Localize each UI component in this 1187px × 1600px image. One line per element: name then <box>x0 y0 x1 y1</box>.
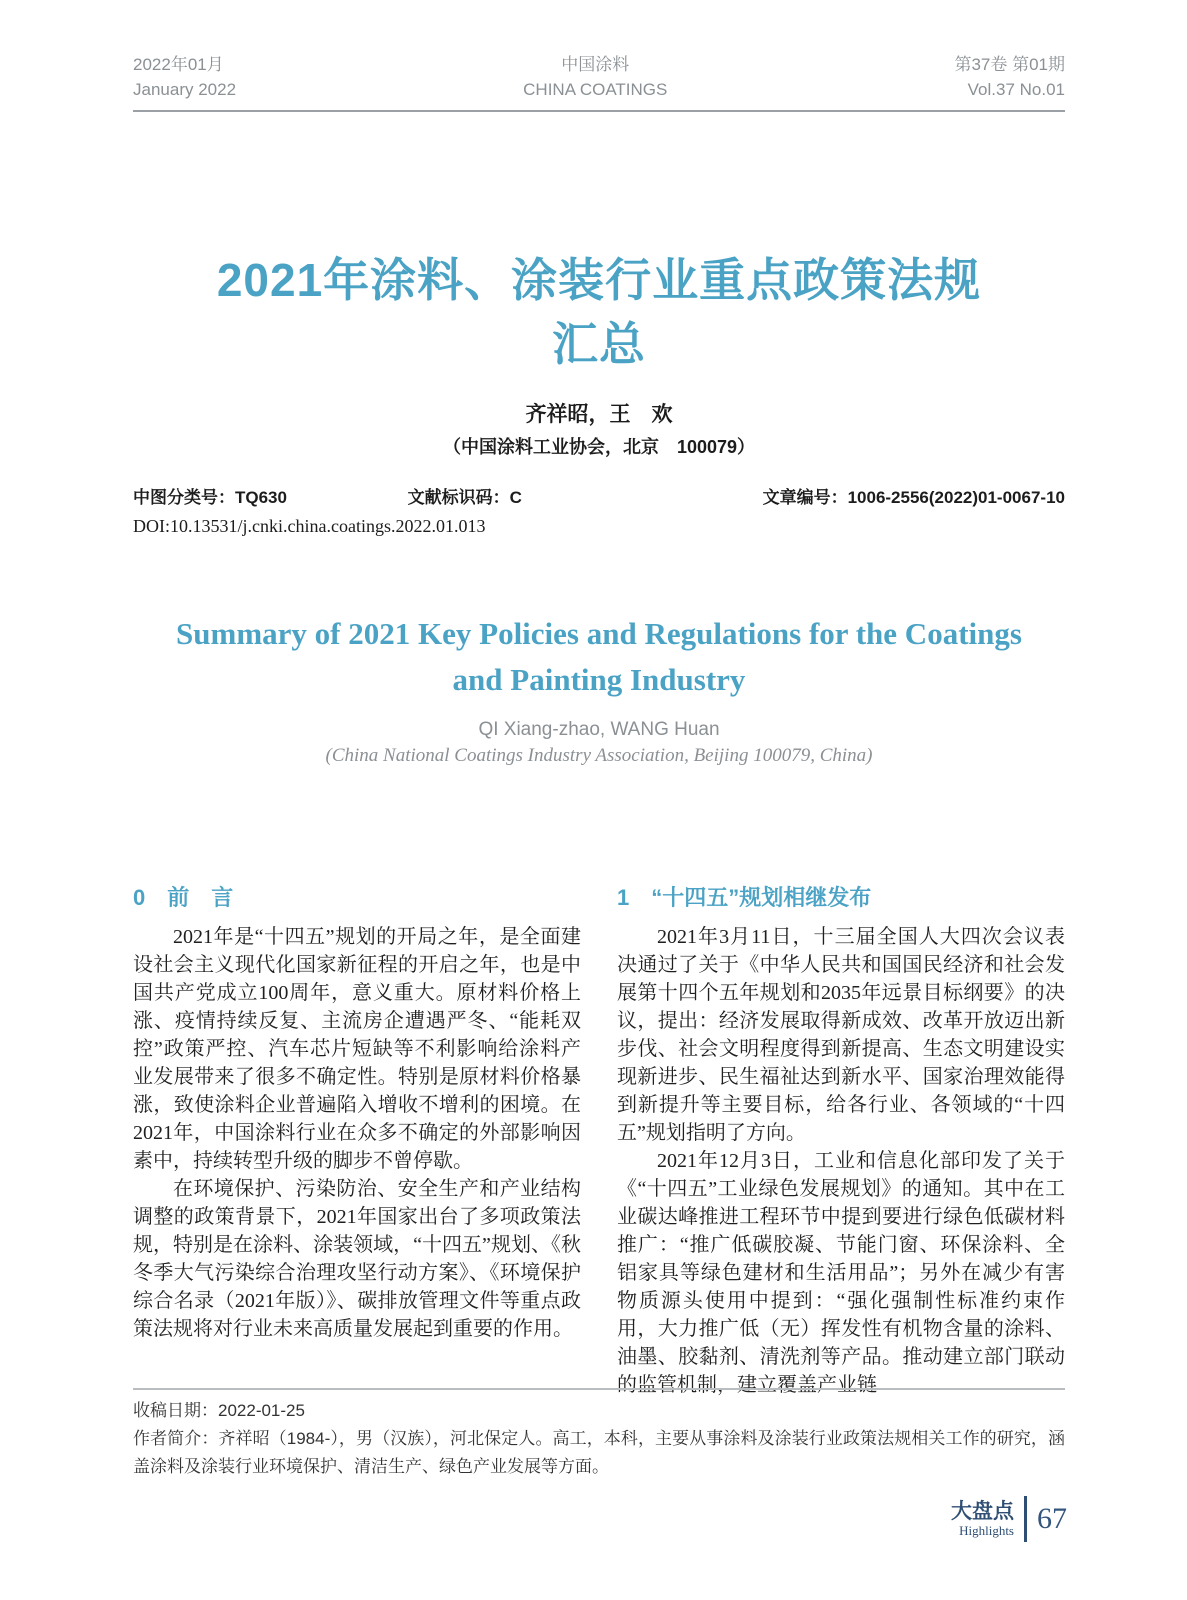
header-journal-name <box>523 52 667 102</box>
header-journal-zh: 中国涂料 <box>561 55 630 74</box>
header-journal-en: CHINA COATINGS <box>523 80 668 99</box>
author-bio: 作者简介：齐祥昭（1984-），男（汉族），河北保定人。高工，本科，主要从事涂料及涂装行业政策法规相关工作的研究，涵盖涂料及涂装行业环境保护、清洁生产、绿色产业发展等方面。 <box>133 1429 1065 1476</box>
page-number: 67 <box>1037 1502 1067 1535</box>
section-0-paragraph-1: 2021年是“十四五”规划的开局之年，是全面建设社会主义现代化国家新征程的开启之年，也是中国共产党成立100周年，意义重大。原材料价格上涨、疫情持续反复、主流房企遭遇严冬、“能耗双控”政策严控、汽车芯片短缺等不利影响给涂料产业发展带来了很多不确定性。特别是原材料价格暴涨，致使涂料企业普遍陷入增收不增利的困境。在2021年，中国涂料行业在众多不确定的外部影响因素中，持续转型升级的脚步不曾停歇。 <box>133 926 581 1172</box>
section-1-paragraph-1: 2021年3月11日，十三届全国人大四次会议表决通过了关于《中华人民共和国国民经济和社会发展第十四个五年规划和2035年远景目标纲要》的决议，提出：经济发展取得新成效、改革开放迈出新步伐、社会文明程度得到新提高、生态文明建设实现新进步、民生福祉达到新水平、国家治理效能得到新提升等主要目标，给各行业、各领域的“十四五”规划指明了方向。 <box>617 926 1065 1144</box>
meta-clc-number: 中图分类号：TQ630 <box>133 488 287 507</box>
affiliation-en: (China National Coatings Industry Association, Beijing 100079, China) <box>325 745 873 766</box>
section-1-heading: 1 “十四五”规划相继发布 <box>617 885 872 910</box>
doi: DOI:10.13531/j.cnki.china.coatings.2022.01.013 <box>133 516 486 536</box>
article-title-zh-line1: 2021年涂料、涂装行业重点政策法规 <box>216 254 982 306</box>
section-1-paragraph-2: 2021年12月3日，工业和信息化部印发了关于《“十四五”工业绿色发展规划》的通知。其中在工业碳达峰推进工程环节中提到要进行绿色低碳材料推广：“推广低碳胶凝、节能门窗、环保涂料、全铝家具等绿色建材和生活用品”；另外在减少有害物质源头使用中提到：“强化强制性标准约束作用，大力推广低（无）挥发性有机物含量的涂料、油墨、胶黏剂、清洗剂等产品。推动建立部门联动的监管机制，建立覆盖产业链 <box>617 1150 1065 1396</box>
badge-section-name-en: Highlights <box>959 1523 1014 1538</box>
header-issue-en: Vol.37 No.01 <box>967 80 1065 99</box>
article-title-zh <box>133 248 1065 376</box>
footnote <box>133 1388 1065 1481</box>
section-0-heading: 0 前 言 <box>133 885 234 910</box>
header-date-en: January 2022 <box>133 80 237 99</box>
article-body <box>133 883 1065 1399</box>
column-left <box>133 883 581 1399</box>
badge-labels <box>951 1500 1014 1538</box>
authors-en: QI Xiang-zhao, WANG Huan <box>478 719 720 740</box>
badge-section-name-zh: 大盘点 <box>951 1500 1014 1523</box>
meta-row <box>133 483 1065 508</box>
affiliation-zh: （中国涂料工业协会，北京 100079） <box>442 437 756 457</box>
header-issue <box>954 52 1065 102</box>
badge-divider <box>1024 1496 1027 1542</box>
header-date-zh: 2022年01月 <box>133 55 224 74</box>
meta-document-code: 文献标识码：C <box>407 488 522 507</box>
header-date <box>133 52 236 102</box>
section-0-paragraph-2: 在环境保护、污染防治、安全生产和产业结构调整的政策背景下，2021年国家出台了多项政策法规，特别是在涂料、涂装领域，“十四五”规划、《秋冬季大气污染综合治理攻坚行动方案》、《环境保护综合名录（2021年版）》、碳排放管理文件等重点政策法规将对行业未来高质量发展起到重要的作用。 <box>133 1178 581 1340</box>
header-issue-zh: 第37卷 第01期 <box>954 55 1065 74</box>
article-title-zh-line2: 汇总 <box>552 318 646 370</box>
journal-header <box>133 52 1065 112</box>
article-title-en: Summary of 2021 Key Policies and Regulations for the Coatings and Painting Industry <box>176 616 1022 697</box>
received-date: 收稿日期：2022-01-25 <box>133 1401 305 1420</box>
meta-article-number: 文章编号：1006-2556(2022)01-0067-10 <box>762 488 1065 507</box>
column-right <box>617 883 1065 1399</box>
page-badge <box>951 1496 1067 1542</box>
authors-zh: 齐祥昭，王 欢 <box>525 403 673 426</box>
